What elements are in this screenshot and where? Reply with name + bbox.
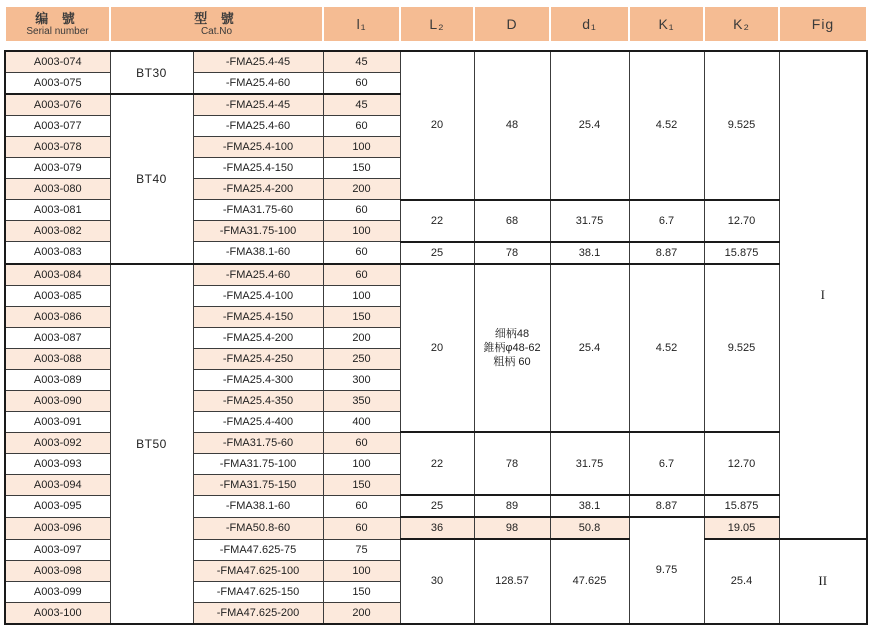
l1-cell: 45: [323, 51, 400, 73]
serial-cell: A003-081: [5, 200, 110, 221]
model-cell: -FMA25.4-45: [193, 94, 323, 116]
k1-cell: 8.87: [629, 242, 704, 264]
model-cell: -FMA38.1-60: [193, 242, 323, 264]
serial-cell: A003-095: [5, 495, 110, 517]
serial-cell: A003-087: [5, 327, 110, 348]
model-cell: -FMA25.4-60: [193, 73, 323, 95]
d-cell: 68: [474, 200, 550, 242]
serial-cell: A003-089: [5, 369, 110, 390]
bt-group-cell: BT30: [110, 51, 193, 94]
serial-cell: A003-092: [5, 432, 110, 453]
d1-cell: 50.8: [550, 517, 629, 539]
serial-cell: A003-075: [5, 73, 110, 95]
l1-cell: 200: [323, 327, 400, 348]
header-table: [4, 5, 868, 43]
bt-group-cell: BT40: [110, 94, 193, 264]
l1-cell: 60: [323, 116, 400, 137]
l1-cell: 60: [323, 495, 400, 517]
l1-cell: 150: [323, 306, 400, 327]
l1-cell: 60: [323, 517, 400, 539]
model-cell: -FMA25.4-60: [193, 264, 323, 286]
serial-cell: A003-082: [5, 221, 110, 242]
serial-cell: A003-077: [5, 116, 110, 137]
d-cell: 98: [474, 517, 550, 539]
header-serial-en: Serial number: [26, 25, 89, 37]
serial-cell: A003-085: [5, 285, 110, 306]
k2-cell: 9.525: [704, 264, 779, 433]
l1-cell: 100: [323, 285, 400, 306]
header-catno-en: Cat.No: [200, 25, 233, 37]
fig-cell: I: [779, 51, 867, 539]
d-cell: 128.57: [474, 539, 550, 624]
serial-cell: A003-091: [5, 411, 110, 432]
k1-cell: 6.7: [629, 200, 704, 242]
l1-cell: 150: [323, 474, 400, 495]
header-serial: [5, 6, 110, 42]
serial-cell: A003-100: [5, 602, 110, 624]
spec-table: [4, 50, 868, 625]
bt-group-cell: BT50: [110, 264, 193, 624]
model-cell: -FMA25.4-150: [193, 158, 323, 179]
k2-cell: 9.525: [704, 51, 779, 200]
model-cell: -FMA25.4-300: [193, 369, 323, 390]
d-cell: 89: [474, 495, 550, 517]
l2-cell: 22: [400, 200, 474, 242]
l2-cell: 22: [400, 432, 474, 495]
k1-cell: 4.52: [629, 264, 704, 433]
l2-cell: 20: [400, 264, 474, 433]
header-l1: l₁: [323, 6, 400, 42]
k2-cell: 15.875: [704, 495, 779, 517]
k2-cell: 19.05: [704, 517, 779, 539]
l1-cell: 75: [323, 539, 400, 560]
header-k2: K₂: [704, 6, 779, 42]
l1-cell: 150: [323, 158, 400, 179]
serial-cell: A003-099: [5, 581, 110, 602]
serial-cell: A003-086: [5, 306, 110, 327]
model-cell: -FMA31.75-60: [193, 432, 323, 453]
model-cell: -FMA25.4-150: [193, 306, 323, 327]
d1-cell: 31.75: [550, 200, 629, 242]
k1-cell: 9.75: [629, 517, 704, 624]
d-cell: [474, 264, 550, 433]
k1-cell: 8.87: [629, 495, 704, 517]
l1-cell: 45: [323, 94, 400, 116]
l1-cell: 200: [323, 602, 400, 624]
serial-cell: A003-080: [5, 179, 110, 200]
model-cell: -FMA47.625-100: [193, 560, 323, 581]
l1-cell: 100: [323, 560, 400, 581]
serial-cell: A003-090: [5, 390, 110, 411]
serial-cell: A003-093: [5, 453, 110, 474]
l1-cell: 200: [323, 179, 400, 200]
l2-cell: 30: [400, 539, 474, 624]
l1-cell: 60: [323, 432, 400, 453]
model-cell: -FMA38.1-60: [193, 495, 323, 517]
d-cell: 78: [474, 242, 550, 264]
model-cell: -FMA47.625-150: [193, 581, 323, 602]
l1-cell: 400: [323, 411, 400, 432]
l2-cell: 25: [400, 242, 474, 264]
model-cell: -FMA50.8-60: [193, 517, 323, 539]
header-d1: d₁: [550, 6, 629, 42]
model-cell: -FMA25.4-250: [193, 348, 323, 369]
d-note-line: 粗柄 60: [493, 355, 531, 368]
l1-cell: 100: [323, 221, 400, 242]
header-row: [5, 6, 867, 42]
d1-cell: 38.1: [550, 242, 629, 264]
model-cell: -FMA31.75-100: [193, 221, 323, 242]
table-row: [5, 51, 867, 73]
model-cell: -FMA25.4-350: [193, 390, 323, 411]
d-note-line: 细柄48: [494, 327, 530, 340]
model-cell: -FMA25.4-400: [193, 411, 323, 432]
header-l2: L₂: [400, 6, 474, 42]
header-fig: Fig: [779, 6, 867, 42]
serial-cell: A003-079: [5, 158, 110, 179]
d-note-line: 錐柄φ48-62: [483, 341, 541, 354]
serial-cell: A003-094: [5, 474, 110, 495]
d1-cell: 25.4: [550, 51, 629, 200]
d1-cell: 25.4: [550, 264, 629, 433]
model-cell: -FMA25.4-200: [193, 327, 323, 348]
model-cell: -FMA25.4-60: [193, 116, 323, 137]
model-cell: -FMA25.4-200: [193, 179, 323, 200]
k2-cell: 12.70: [704, 432, 779, 495]
header-d: D: [474, 6, 550, 42]
d1-cell: 31.75: [550, 432, 629, 495]
d1-cell: 38.1: [550, 495, 629, 517]
l1-cell: 60: [323, 73, 400, 95]
l1-cell: 250: [323, 348, 400, 369]
serial-cell: A003-084: [5, 264, 110, 286]
l2-cell: 25: [400, 495, 474, 517]
header-catno-zh: 型 號: [194, 10, 239, 26]
k2-cell: 25.4: [704, 539, 779, 624]
d-cell: 48: [474, 51, 550, 200]
d1-cell: 47.625: [550, 539, 629, 624]
l2-cell: 36: [400, 517, 474, 539]
serial-cell: A003-078: [5, 137, 110, 158]
k1-cell: 6.7: [629, 432, 704, 495]
serial-cell: A003-083: [5, 242, 110, 264]
serial-cell: A003-097: [5, 539, 110, 560]
model-cell: -FMA31.75-150: [193, 474, 323, 495]
l1-cell: 350: [323, 390, 400, 411]
header-serial-zh: 编 號: [35, 10, 80, 26]
model-cell: -FMA25.4-100: [193, 137, 323, 158]
k2-cell: 12.70: [704, 200, 779, 242]
table-row: [5, 264, 867, 286]
serial-cell: A003-098: [5, 560, 110, 581]
l1-cell: 300: [323, 369, 400, 390]
l1-cell: 100: [323, 453, 400, 474]
model-cell: -FMA31.75-100: [193, 453, 323, 474]
l1-cell: 60: [323, 200, 400, 221]
l1-cell: 60: [323, 242, 400, 264]
header-catno: [110, 6, 323, 42]
serial-cell: A003-076: [5, 94, 110, 116]
fig-cell: II: [779, 539, 867, 624]
header-k1: K₁: [629, 6, 704, 42]
model-cell: -FMA47.625-200: [193, 602, 323, 624]
k2-cell: 15.875: [704, 242, 779, 264]
serial-cell: A003-074: [5, 51, 110, 73]
model-cell: -FMA25.4-45: [193, 51, 323, 73]
serial-cell: A003-096: [5, 517, 110, 539]
l1-cell: 100: [323, 137, 400, 158]
l1-cell: 150: [323, 581, 400, 602]
serial-cell: A003-088: [5, 348, 110, 369]
l2-cell: 20: [400, 51, 474, 200]
model-cell: -FMA31.75-60: [193, 200, 323, 221]
k1-cell: 4.52: [629, 51, 704, 200]
model-cell: -FMA47.625-75: [193, 539, 323, 560]
d-cell: 78: [474, 432, 550, 495]
model-cell: -FMA25.4-100: [193, 285, 323, 306]
l1-cell: 60: [323, 264, 400, 286]
